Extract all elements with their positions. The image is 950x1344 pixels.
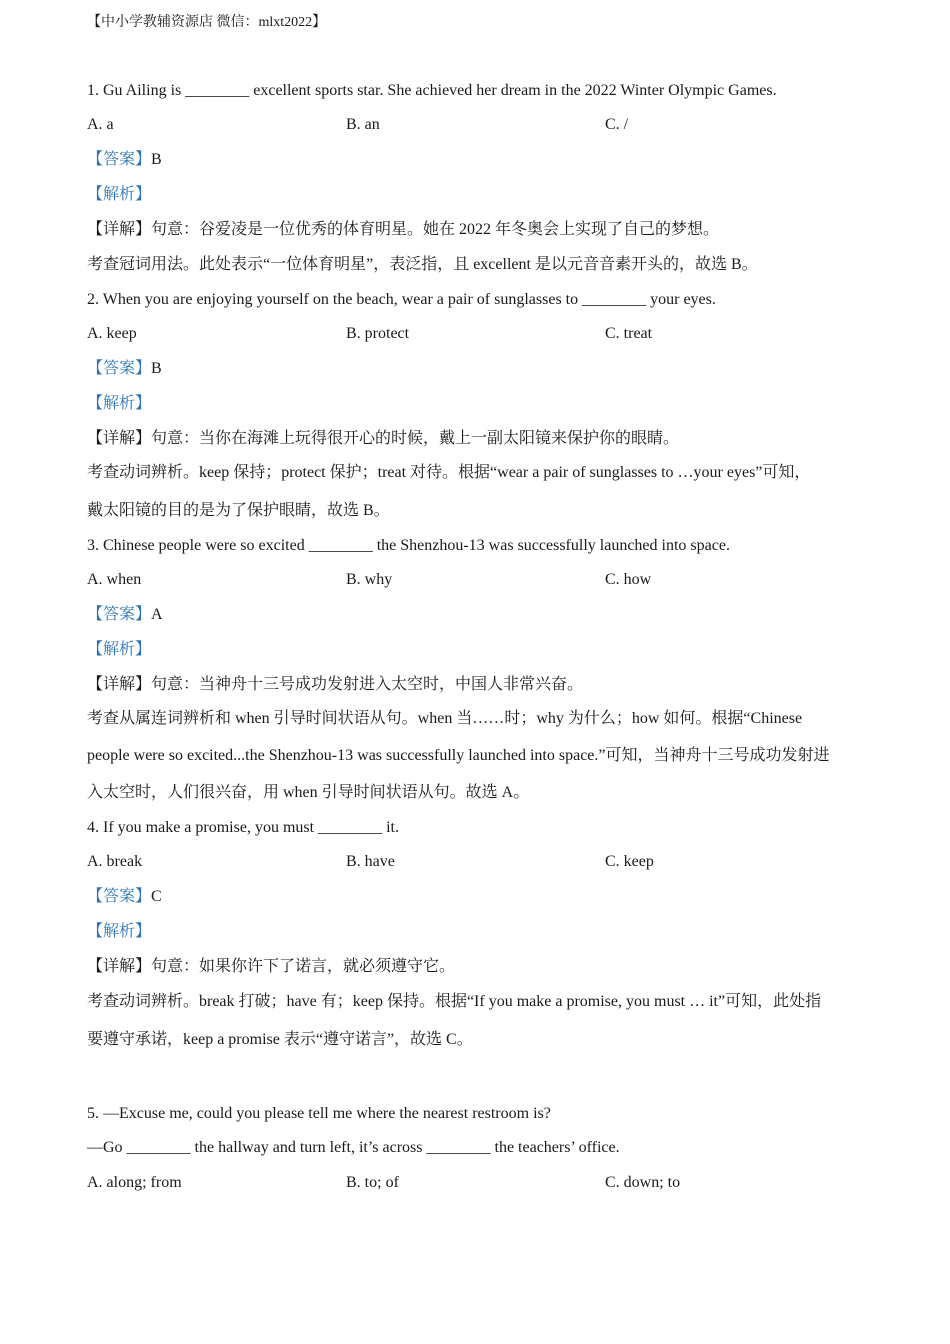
q4-option-a: A. break <box>87 853 143 870</box>
q3-answer <box>87 605 163 625</box>
question-3-stem: 3. Chinese people were so excited ________ the Shenzhou-13 was successfully launched into space. <box>87 537 730 554</box>
question-4-stem: 4. If you make a promise, you must ________ it. <box>87 819 399 836</box>
q1-option-c: C. / <box>605 116 629 133</box>
question-5-stem-line1: 5. —Excuse me, could you please tell me where the nearest restroom is? <box>87 1105 551 1122</box>
answer-value: C <box>151 888 162 905</box>
question-5-stem-line2: —Go ________ the hallway and turn left, it’s across ________ the teachers’ office. <box>87 1139 620 1156</box>
q2-explanation-line1: 考查动词辨析。keep 保持；protect 保护；treat 对待。根据“wear a pair of sunglasses to …your eyes”可知， <box>87 464 811 481</box>
q1-analysis-label: 【解析】 <box>87 186 152 203</box>
q3-detail: 【详解】句意：当神舟十三号成功发射进入太空时，中国人非常兴奋。 <box>87 676 584 693</box>
question-1-stem: 1. Gu Ailing is ________ excellent sports star. She achieved her dream in the 2022 Winter Olympic Games. <box>87 82 777 99</box>
answer-label: 【答案】 <box>87 360 152 377</box>
q3-option-b: B. why <box>346 571 393 588</box>
q2-answer <box>87 359 162 379</box>
q3-option-c: C. how <box>605 571 652 588</box>
answer-label: 【答案】 <box>87 888 152 905</box>
q5-option-b: B. to; of <box>346 1174 399 1191</box>
q1-detail: 【详解】句意：谷爱凌是一位优秀的体育明星。她在 2022 年冬奥会上实现了自己的梦想。 <box>87 221 720 238</box>
q1-option-b: B. an <box>346 116 380 133</box>
answer-label: 【答案】 <box>87 606 152 623</box>
q4-explanation-line2: 要遵守承诺，keep a promise 表示“遵守诺言”，故选 C。 <box>87 1031 473 1048</box>
q4-option-c: C. keep <box>605 853 654 870</box>
q1-option-a: A. a <box>87 116 114 133</box>
q4-option-b: B. have <box>346 853 395 870</box>
q3-explanation-line3: 入太空时，人们很兴奋，用 when 引导时间状语从句。故选 A。 <box>87 784 530 801</box>
q2-analysis-label: 【解析】 <box>87 395 152 412</box>
q3-analysis-label: 【解析】 <box>87 641 152 658</box>
q1-explanation: 考查冠词用法。此处表示“一位体育明星”，表泛指，且 excellent 是以元音音素开头的，故选 B。 <box>87 256 758 273</box>
answer-label: 【答案】 <box>87 151 152 168</box>
q2-detail: 【详解】句意：当你在海滩上玩得很开心的时候，戴上一副太阳镜来保护你的眼睛。 <box>87 430 680 447</box>
q2-option-c: C. treat <box>605 325 653 342</box>
question-2-stem: 2. When you are enjoying yourself on the beach, wear a pair of sunglasses to ________ your eyes. <box>87 291 716 308</box>
q3-explanation-line1: 考查从属连词辨析和 when 引导时间状语从句。when 当……时；why 为什么；how 如何。根据“Chinese <box>87 710 803 727</box>
q4-detail: 【详解】句意：如果你许下了诺言，就必须遵守它。 <box>87 958 456 975</box>
q4-analysis-label: 【解析】 <box>87 923 152 940</box>
q3-option-a: A. when <box>87 571 142 588</box>
q3-explanation-line2: people were so excited...the Shenzhou-13 was successfully launched into space.”可知，当神舟十三号成功发射进 <box>87 747 830 764</box>
answer-value: B <box>151 360 162 377</box>
q4-explanation-line1: 考查动词辨析。break 打破；have 有；keep 保持。根据“If you make a promise, you must … it”可知，此处指 <box>87 993 822 1010</box>
answer-value: B <box>151 151 162 168</box>
q1-answer <box>87 150 162 170</box>
q5-option-c: C. down; to <box>605 1174 681 1191</box>
answer-value: A <box>151 606 163 623</box>
q5-option-a: A. along; from <box>87 1174 182 1191</box>
watermark-header: 【中小学教辅资源店 微信：mlxt2022】 <box>87 15 327 30</box>
q4-answer <box>87 887 162 907</box>
q2-explanation-line2: 戴太阳镜的目的是为了保护眼睛，故选 B。 <box>87 502 390 519</box>
q2-option-a: A. keep <box>87 325 137 342</box>
q2-option-b: B. protect <box>346 325 410 342</box>
